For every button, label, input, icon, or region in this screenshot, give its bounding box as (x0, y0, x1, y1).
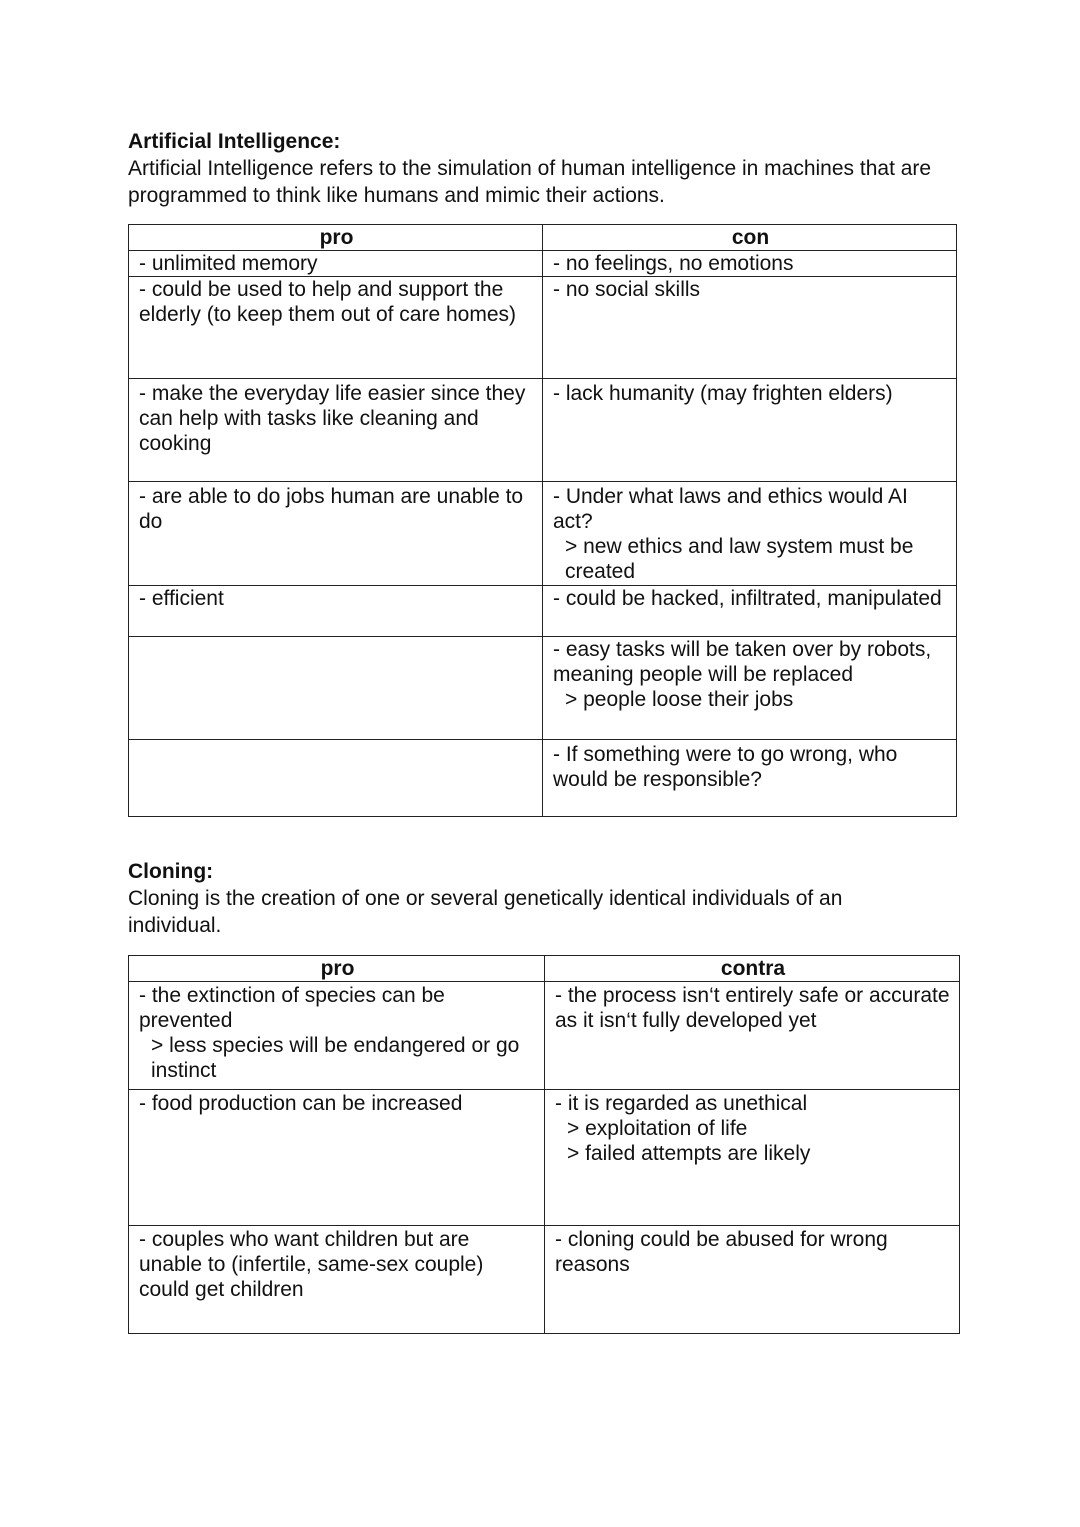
pro-cell (129, 637, 543, 740)
cell-text: - If something were to go wrong, who would be responsible? (553, 743, 904, 791)
cell-text: - unlimited memory (139, 252, 318, 275)
pro-cell (129, 277, 543, 379)
table-row (129, 1226, 960, 1334)
cell-text: - couples who want children but are unable to (infertile, same-sex couple) could get children (139, 1228, 490, 1301)
pro-cell (129, 586, 543, 637)
pro-cell (129, 982, 545, 1090)
table-row (129, 251, 957, 277)
pro-cell (129, 251, 543, 277)
con-header: con (543, 225, 957, 251)
con-cell (543, 482, 957, 586)
con-cell (543, 740, 957, 817)
pro-cell (129, 482, 543, 586)
cell-text: - lack humanity (may frighten elders) (553, 382, 893, 405)
cloning-heading: Cloning: (128, 860, 214, 883)
cloning-section (128, 859, 960, 1334)
table-row (129, 379, 957, 482)
con-cell (543, 251, 957, 277)
pro-cell (129, 740, 543, 817)
con-cell (545, 1090, 960, 1226)
con-cell (543, 277, 957, 379)
cell-text: - are able to do jobs human are unable to do (139, 485, 529, 533)
ai-section (128, 129, 958, 817)
cloning-description: Cloning is the creation of one or several genetically identical individuals of an individual. (128, 887, 843, 937)
con-cell (543, 379, 957, 482)
cell-text: - could be hacked, infiltrated, manipulated (553, 587, 942, 610)
pro-cell (129, 1226, 545, 1334)
cell-text: - easy tasks will be taken over by robots, meaning people will be replaced (553, 638, 938, 686)
cell-text: - no feelings, no emotions (553, 252, 794, 275)
cell-subpoint: > new ethics and law system must be created (565, 535, 920, 583)
pro-header: pro (129, 956, 545, 982)
table-row (129, 1090, 960, 1226)
ai-heading: Artificial Intelligence: (128, 130, 341, 153)
table-row (129, 277, 957, 379)
ai-pro-con-table (128, 224, 957, 817)
cell-text: - Under what laws and ethics would AI act? (553, 485, 914, 533)
table-row (129, 740, 957, 817)
pro-header: pro (129, 225, 543, 251)
cell-text: - make the everyday life easier since they can help with tasks like cleaning and cooking (139, 382, 532, 455)
con-cell (545, 982, 960, 1090)
cell-text: - efficient (139, 587, 224, 610)
ai-description: Artificial Intelligence refers to the simulation of human intelligence in machines that are programmed to think like humans and mimic their actions. (128, 157, 932, 207)
con-cell (545, 1226, 960, 1334)
table-row (129, 482, 957, 586)
cell-text: - the process isn‘t entirely safe or accurate as it isn‘t fully developed yet (555, 984, 956, 1032)
contra-header: contra (545, 956, 960, 982)
cell-text: - could be used to help and support the elderly (to keep them out of care homes) (139, 278, 517, 326)
table-header-row (129, 956, 960, 982)
table-row (129, 982, 960, 1090)
cell-text: - food production can be increased (139, 1092, 463, 1115)
con-cell (543, 637, 957, 740)
cell-text: - no social skills (553, 278, 701, 301)
table-row (129, 637, 957, 740)
table-row (129, 586, 957, 637)
cell-subpoint: > exploitation of life (567, 1117, 748, 1140)
con-cell (543, 586, 957, 637)
cell-text: - cloning could be abused for wrong reasons (555, 1228, 894, 1276)
pro-cell (129, 379, 543, 482)
pro-cell (129, 1090, 545, 1226)
cell-text: - it is regarded as unethical (555, 1092, 808, 1115)
cell-text: - the extinction of species can be prevented (139, 984, 451, 1032)
table-header-row (129, 225, 957, 251)
cell-subpoint: > failed attempts are likely (567, 1142, 811, 1165)
cell-subpoint: > people loose their jobs (565, 688, 794, 711)
cloning-pro-con-table (128, 955, 960, 1334)
cell-subpoint: > less species will be endangered or go instinct (151, 1034, 526, 1082)
